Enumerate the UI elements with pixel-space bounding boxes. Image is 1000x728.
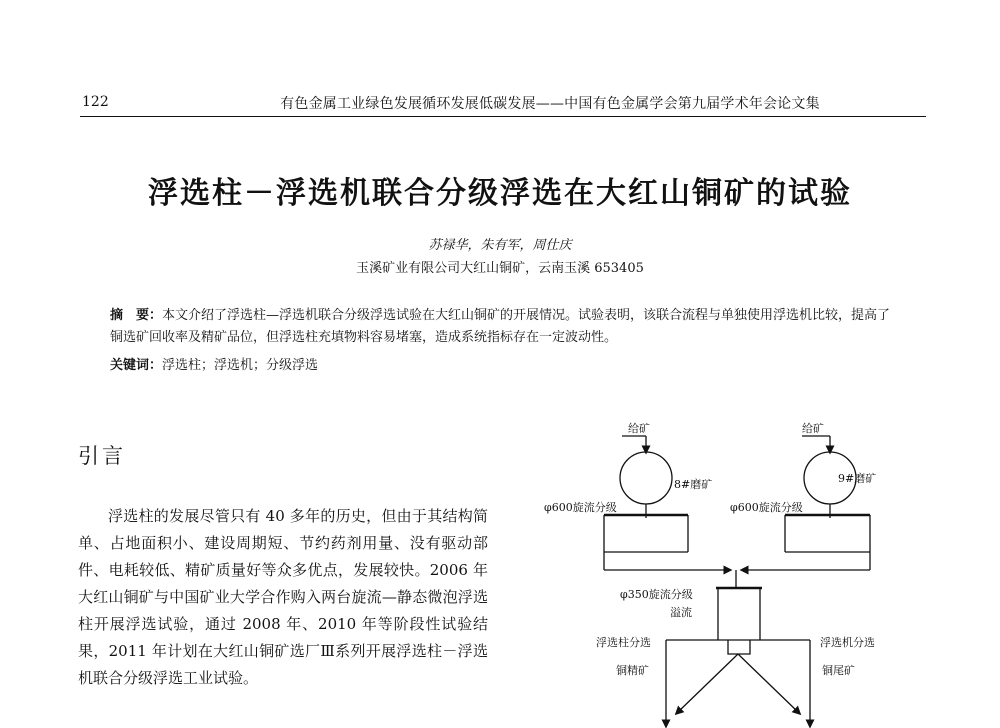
- cyclone-right-label: φ600旋流分级: [730, 501, 803, 514]
- keywords-label: 关键词：: [110, 358, 163, 373]
- page-number: 122: [82, 94, 109, 110]
- flowsheet-diagram: [540, 412, 940, 728]
- mill-left-label: 8#磨矿: [674, 478, 713, 491]
- header-rule: [80, 116, 926, 117]
- authors: 苏禄华，朱有军，周仕庆: [428, 238, 572, 253]
- split-notch: [728, 640, 750, 654]
- abstract: [110, 305, 900, 349]
- keywords-text: 浮选柱；浮选机；分级浮选: [162, 358, 319, 373]
- intro-paragraph: 浮选柱的发展尽管只有 40 多年的历史，但由于其结构简单、占地面积小、建设周期短、节约药剂用量、没有驱动部件、电耗较低、精矿质量好等众多优点，发展较快。2006 年大红山铜矿与中国矿业大学合作购入两台旋流—静态微泡浮选柱开展浮选试验，通过 2008 年、2010 年等阶段性试验结果，2011 年计划在大红山铜矿选厂Ⅲ系列开展浮选柱－浮选机联合分级浮选工业试验。: [78, 507, 488, 687]
- copper-tailings-label: 铜尾矿: [822, 664, 855, 677]
- diagonal-left: [678, 654, 738, 712]
- cyclone-main-label: φ350旋流分级: [620, 588, 693, 601]
- column-branch-label: 浮选柱分选: [596, 636, 651, 649]
- overflow-label: 溢流: [670, 606, 692, 619]
- cell-branch-label: 浮选机分选: [820, 636, 875, 649]
- abstract-text: 本文介绍了浮选柱—浮选机联合分级浮选试验在大红山铜矿的开展情况。试验表明，该联合流程与单独使用浮选机比较，提高了铜选矿回收率及精矿品位，但浮选柱充填物料容易堵塞，造成系统指标存在一定波动性。: [110, 308, 891, 345]
- copper-concentrate-label: 铜精矿: [616, 664, 649, 677]
- paper-title: 浮选柱－浮选机联合分级浮选在大红山铜矿的试验: [148, 176, 852, 211]
- diagonal-right: [738, 654, 798, 712]
- feed-left-label: 给矿: [628, 422, 650, 435]
- affiliation: 玉溪矿业有限公司大红山铜矿，云南玉溪 653405: [356, 261, 644, 276]
- cyclone-left-label: φ600旋流分级: [544, 501, 617, 514]
- keywords: [110, 354, 900, 373]
- running-header: 有色金属工业绿色发展循环发展低碳发展——中国有色金属学会第九届学术年会论文集: [280, 96, 820, 112]
- abstract-label: 摘 要：: [110, 308, 163, 323]
- feed-right-label: 给矿: [802, 422, 824, 435]
- mill-right-label: 9#磨矿: [838, 472, 877, 485]
- mill-left-circle: [620, 452, 672, 504]
- section-title: 引言: [78, 444, 126, 468]
